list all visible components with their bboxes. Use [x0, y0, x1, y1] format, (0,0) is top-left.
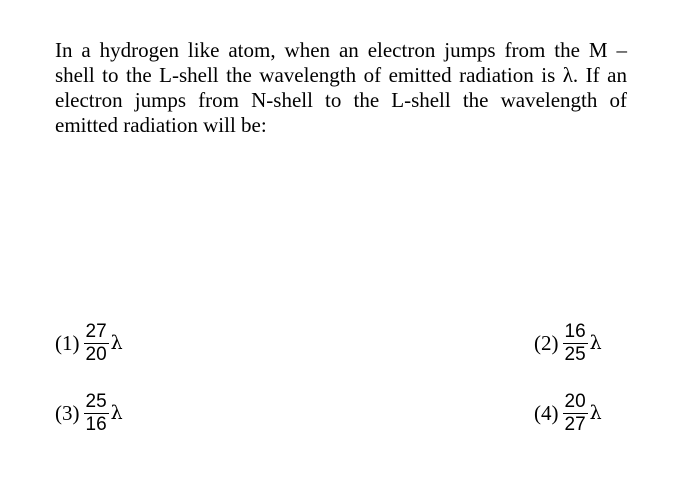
option-4[interactable] [534, 388, 602, 438]
fraction-numerator: 25 [85, 390, 107, 412]
fraction-denominator: 20 [85, 343, 107, 365]
lambda-symbol: λ [110, 332, 123, 354]
fraction [563, 392, 588, 435]
question-text: In a hydrogen like atom, when an electron jumps from the M – shell to the L-shell the wavelength of emitted radiation is λ. If an electron jumps from N-shell to the L-shell the wavelength of emitted radiation will be: [55, 38, 627, 137]
fraction-denominator: 25 [564, 343, 586, 365]
option-1[interactable] [55, 318, 123, 368]
fraction [84, 392, 109, 435]
option-label: (2) [534, 330, 559, 355]
fraction-denominator: 27 [564, 413, 586, 435]
option-label: (4) [534, 400, 559, 425]
fraction [84, 322, 109, 365]
lambda-symbol: λ [110, 402, 123, 424]
fraction-numerator: 27 [85, 320, 107, 342]
option-label: (3) [55, 400, 80, 425]
fraction [563, 322, 588, 365]
lambda-symbol: λ [589, 402, 602, 424]
fraction-denominator: 16 [85, 413, 107, 435]
fraction-numerator: 20 [564, 390, 586, 412]
option-3[interactable] [55, 388, 123, 438]
option-2[interactable] [534, 318, 602, 368]
lambda-symbol: λ [589, 332, 602, 354]
fraction-numerator: 16 [564, 320, 586, 342]
option-label: (1) [55, 330, 80, 355]
